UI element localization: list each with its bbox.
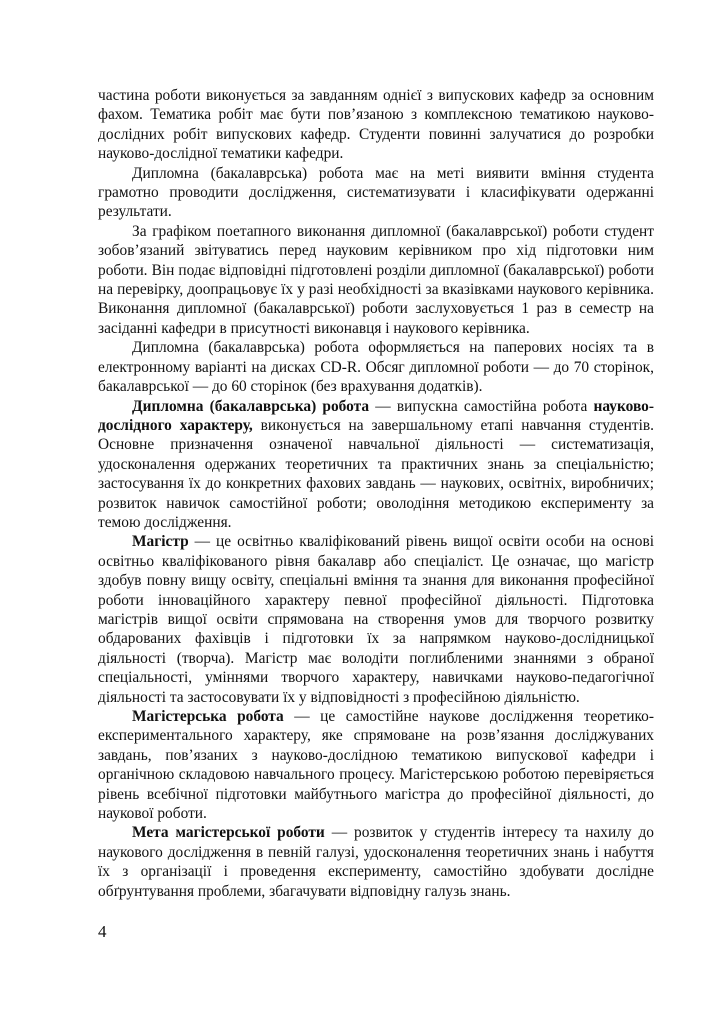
paragraph-text: — це освітньо кваліфікований рівень вищої освіти особи на основі освітньо кваліфікованого рівня бакалавр або спеціаліст. Це означає, що магістр здобув повну вищу освіту, спеціальні вміння та знання для виконання професійної роботи інноваційного характеру певної професійної діяльності. Підготовка магістрів вищої освіти спрямована на створення умов для творчого розвитку обдарованих фахівців і підготовки їх за напрямком науково-дослідницької діяльності (творча). Магістр має володіти поглибленими знаннями з обраної спеціальності, уміннями творчого характеру, навичками науково-педагогічної діяльності та застосовувати їх у відповідності з професійною діяльністю. xyxy=(98,533,654,706)
paragraph-text: — це самостійне наукове дослідження теоретико-експериментального характеру, яке спрямоване на розв’язання досліджуваних завдань, пов’язаних з науково-дослідною тематикою випускової кафедри і органічною складовою навчального процесу. Магістерською роботою перевіряється рівень всебічної підготовки майбутнього магістра до професійної діяльності, до наукової роботи. xyxy=(98,708,655,823)
paragraph-format xyxy=(98,338,654,396)
term-research-character: науково-дослідного характеру, xyxy=(98,397,654,434)
term-diploma-work: Дипломна (бакалаврська) робота xyxy=(132,397,370,415)
paragraph-text: — випускна самостійна робота xyxy=(369,397,594,415)
paragraph-text: За графіком поетапного виконання дипломної (бакалаврської) роботи студент зобов’язаний звітуватись перед науковим керівником про хід підготовки ним роботи. Він подає відповідні підготовлені розділи дипломної (бакалаврської) роботи на перевірку, доопрацьовує їх у разі необхідності за вказівками наукового керівника. Виконання дипломної (бакалаврської) роботи заслуховується 1 раз в семестр на засіданні кафедри в присутності виконавця і наукового керівника. xyxy=(98,222,654,337)
page-body xyxy=(98,86,654,901)
paragraph-text: — розвиток у студентів інтересу та нахилу до наукового дослідження в певній галузі, удосконалення теоретичних знань і набуття їх з організації і проведення експерименту, самостійно здобувати дослідне обґрунтування проблеми, збагачувати відповідну галузь знань. xyxy=(98,824,655,900)
paragraph-text: виконується на завершальному етапі навчання студентів. Основне призначення означеної навчальної діяльності — систематизація, удосконалення одержаних теоретичних та практичних знань за спеціальністю; застосування їх до конкретних фахових завдань — наукових, освітніх, виробничих; розвиток навичок самостійної роботи; оволодіння методикою експерименту за темою дослідження. xyxy=(98,416,655,531)
paragraph-master-definition xyxy=(98,532,654,707)
paragraph-diploma-goal xyxy=(98,164,654,222)
paragraph-diploma-definition xyxy=(98,397,654,533)
term-master-goal: Мета магістерської роботи xyxy=(132,824,325,842)
paragraph-schedule xyxy=(98,222,654,338)
paragraph-text: Дипломна (бакалаврська) робота оформляється на паперових носіях та в електронному варіанті на дисках CD-R. Обсяг дипломної роботи — до 70 сторінок, бакалаврської — до 60 сторінок (без врахування додатків). xyxy=(98,339,654,396)
paragraph-text: Дипломна (бакалаврська) робота має на меті виявити вміння студента грамотно проводити дослідження, систематизувати і класифікувати одержанні результати. xyxy=(98,164,654,221)
paragraph-text: частина роботи виконується за завданням однієї з випускових кафедр за основним фахом. Тематика робіт має бути пов’язаною з комплексною тематикою науково-дослідних робіт випускових кафедр. Студенти повинні залучатися до розробки науково-дослідної тематики кафедри. xyxy=(98,87,654,163)
term-master: Магістр xyxy=(132,533,189,551)
paragraph-master-work xyxy=(98,707,654,823)
paragraph-master-goal xyxy=(98,823,654,901)
term-master-work: Магістерська робота xyxy=(132,708,284,725)
paragraph-continuation xyxy=(98,86,654,164)
page-number: 4 xyxy=(98,922,107,941)
